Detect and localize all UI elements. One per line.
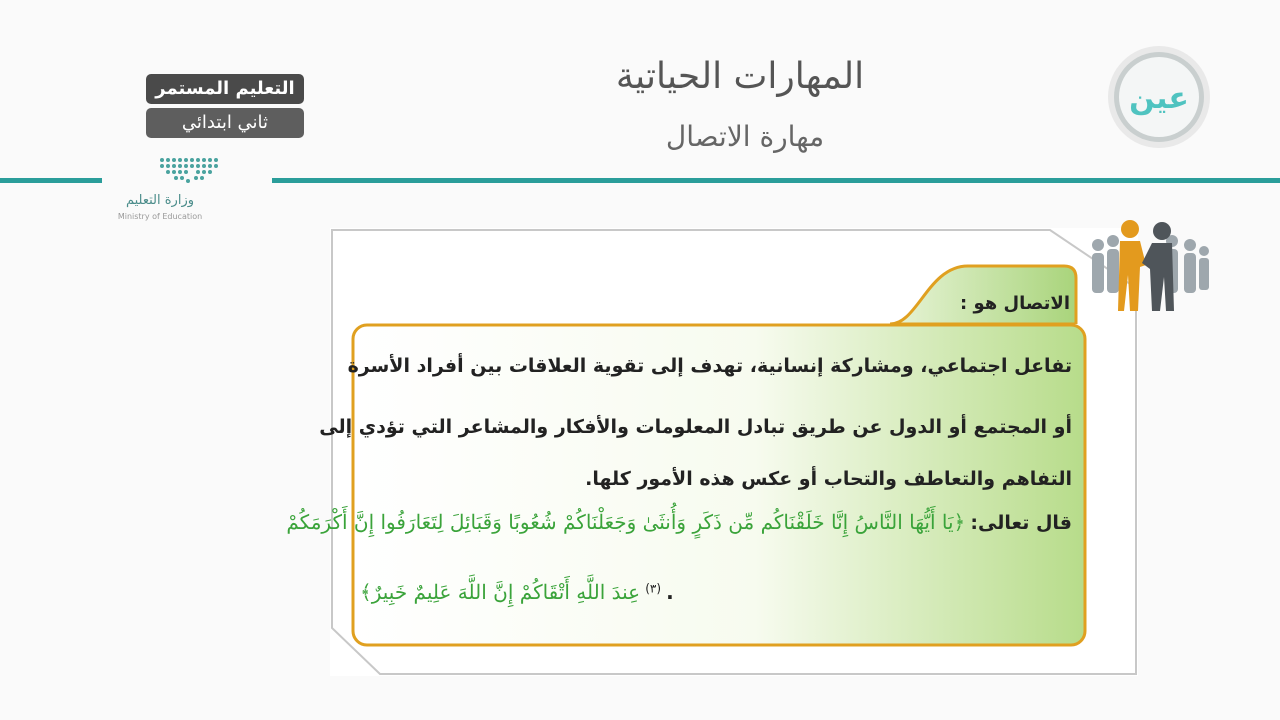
grade-badge: ثاني ابتدائي [146, 108, 304, 138]
program-badge: التعليم المستمر [146, 74, 304, 104]
ministry-name-ar: وزارة التعليم [125, 193, 195, 208]
verse-text-1: ﴿يَا أَيُّهَا النَّاسُ إِنَّا خَلَقْنَاكُم مِّن ذَكَرٍ وَأُنثَىٰ وَجَعَلْنَاكُمْ شُعُوبًا وَقَبَائِلَ لِتَعَارَفُوا إِنَّ أَكْرَمَكُمْ [286, 510, 966, 534]
verse-line-2 [360, 580, 830, 604]
verse-reference: (٣) [645, 581, 662, 596]
definition-line-2: أو المجتمع أو الدول عن طريق تبادل المعلومات والأفكار والمشاعر التي تؤدي إلى [319, 416, 1072, 438]
ministry-name-en: Ministry of Education [117, 212, 203, 221]
header-rule-left [0, 178, 102, 183]
definition-line-3: التفاهم والتعاطف والتحاب أو عكس هذه الأمور كلها. [585, 468, 1072, 490]
definition-heading: الاتصال هو : [960, 293, 1070, 314]
end-mark: . [666, 580, 674, 604]
header-rule-right [272, 178, 1280, 183]
ain-channel-logo-icon [1106, 44, 1212, 150]
verse-intro: قال تعالى: [970, 512, 1072, 534]
page-subtitle: مهارة الاتصال [665, 120, 825, 153]
verse-text-2: عِندَ اللَّهِ أَتْقَاكُمْ إِنَّ اللَّهَ عَلِيمٌ خَبِيرٌ﴾ [360, 580, 641, 604]
definition-line-1: تفاعل اجتماعي، ومشاركة إنسانية، تهدف إلى تقوية العلاقات بين أفراد الأسرة [347, 355, 1072, 377]
people-handshake-icon [1080, 215, 1212, 315]
page-title: المهارات الحياتية [615, 56, 865, 97]
verse-line-1 [286, 510, 1072, 534]
ain-logo-text: عين [1129, 81, 1189, 116]
